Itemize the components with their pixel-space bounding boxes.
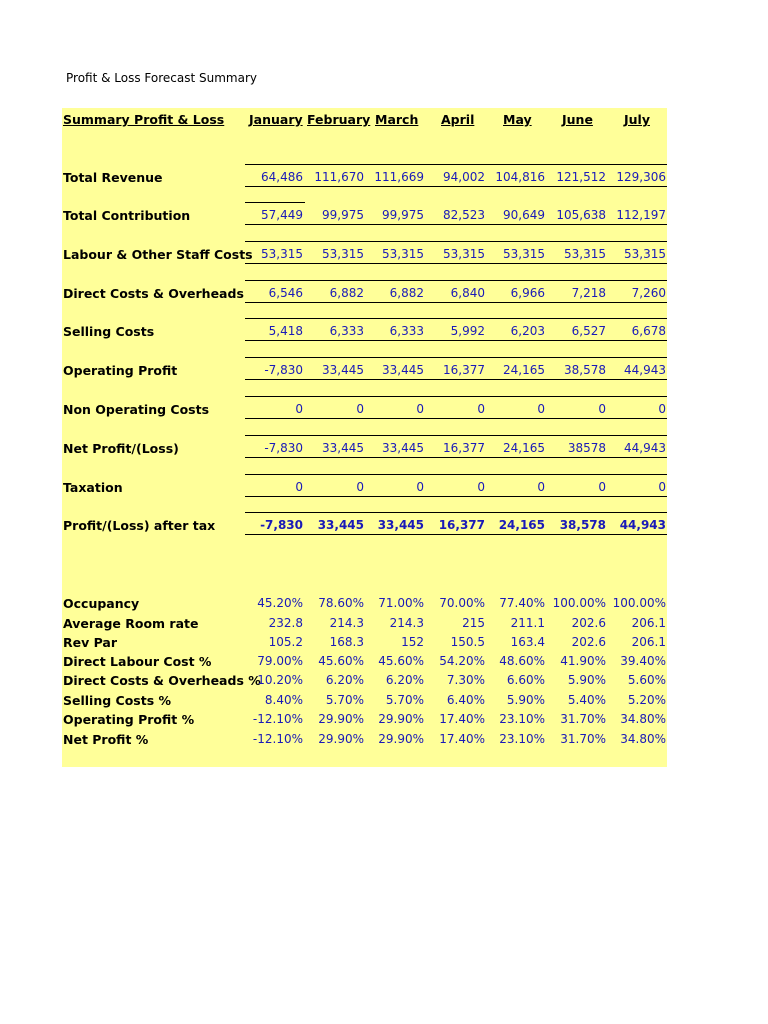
cell-value: 0 [598, 402, 606, 416]
cell-value: 6,527 [571, 324, 606, 338]
cell-value: 6,546 [268, 286, 303, 300]
row-underline [245, 340, 667, 341]
cell-value: 44,943 [624, 363, 666, 377]
cell-value: -7,830 [264, 363, 303, 377]
cell-value: 0 [295, 402, 303, 416]
cell-value: 33,445 [322, 441, 364, 455]
stat-value: 34.80% [620, 732, 666, 746]
stat-value: 17.40% [439, 712, 485, 726]
page-title: Profit & Loss Forecast Summary [66, 71, 258, 85]
cell-value: 53,315 [322, 247, 364, 261]
row-underline [245, 302, 667, 303]
stat-value: 100.00% [552, 596, 606, 610]
stat-value: 23.10% [499, 712, 545, 726]
stat-value: 17.40% [439, 732, 485, 746]
cell-value: 0 [477, 480, 485, 494]
stat-value: 23.10% [499, 732, 545, 746]
month-header-may: May [503, 112, 532, 127]
cell-value: 33,445 [382, 363, 424, 377]
cell-value: 0 [598, 480, 606, 494]
month-header-april: April [441, 112, 475, 127]
cell-value: 129,306 [616, 170, 666, 184]
cell-value: 33,445 [322, 363, 364, 377]
row-label: Non Operating Costs [63, 402, 210, 417]
row-separator [245, 241, 667, 242]
summary-header-label: Summary Profit & Loss [63, 112, 225, 127]
cell-value: 6,840 [450, 286, 485, 300]
cell-value: 53,315 [261, 247, 303, 261]
cell-value: 64,486 [261, 170, 303, 184]
stat-value: 29.90% [318, 712, 364, 726]
stat-value: 214.3 [389, 616, 424, 630]
cell-value: 94,002 [443, 170, 485, 184]
stat-value: 34.80% [620, 712, 666, 726]
stat-label: Average Room rate [63, 616, 199, 631]
cell-value: 99,975 [382, 208, 424, 222]
stat-value: 31.70% [560, 732, 606, 746]
stat-value: 202.6 [571, 616, 606, 630]
stat-value: 150.5 [450, 635, 485, 649]
stat-value: 6.60% [506, 673, 545, 687]
cell-value: 111,669 [374, 170, 424, 184]
cell-value: 33,445 [377, 518, 424, 532]
cell-value: 5,992 [450, 324, 485, 338]
stat-value: 45.60% [318, 654, 364, 668]
row-separator [245, 474, 667, 475]
stat-value: 29.90% [378, 732, 424, 746]
cell-value: 104,816 [495, 170, 545, 184]
stat-value: 5.90% [567, 673, 606, 687]
cell-value: 24,165 [498, 518, 545, 532]
row-label: Labour & Other Staff Costs [63, 247, 253, 262]
row-label: Total Contribution [63, 208, 191, 223]
stat-value: 78.60% [318, 596, 364, 610]
cell-value: 0 [537, 480, 545, 494]
cell-value: 0 [416, 402, 424, 416]
cell-value: 38,578 [559, 518, 606, 532]
row-underline [245, 534, 667, 535]
stat-value: 206.1 [631, 635, 666, 649]
cell-value: 0 [356, 402, 364, 416]
stat-value: 41.90% [560, 654, 606, 668]
stat-value: 29.90% [318, 732, 364, 746]
cell-value: 121,512 [556, 170, 606, 184]
cell-value: 112,197 [616, 208, 666, 222]
row-separator [245, 512, 667, 513]
row-separator [245, 396, 667, 397]
row-separator [245, 280, 667, 281]
cell-value: 53,315 [624, 247, 666, 261]
month-header-march: March [375, 112, 419, 127]
cell-value: 0 [537, 402, 545, 416]
row-label: Total Revenue [63, 170, 163, 185]
row-label: Operating Profit [63, 363, 178, 378]
cell-value: 6,966 [510, 286, 545, 300]
cell-value: 90,649 [503, 208, 545, 222]
stat-value: 5.70% [385, 693, 424, 707]
stat-label: Operating Profit % [63, 712, 195, 727]
stat-value: 6.20% [385, 673, 424, 687]
cell-value: 0 [416, 480, 424, 494]
cell-value: 6,882 [389, 286, 424, 300]
cell-value: 57,449 [261, 208, 303, 222]
stat-value: 215 [462, 616, 485, 630]
stat-value: 7.30% [446, 673, 485, 687]
cell-value: 7,260 [631, 286, 666, 300]
cell-value: 111,670 [314, 170, 364, 184]
cell-value: 44,943 [619, 518, 666, 532]
month-header-july: July [624, 112, 650, 127]
row-underline [245, 224, 667, 225]
cell-value: 0 [477, 402, 485, 416]
row-underline [245, 418, 667, 419]
stat-value: 10.20% [257, 673, 303, 687]
row-label: Selling Costs [63, 324, 155, 339]
cell-value: 53,315 [503, 247, 545, 261]
stat-value: 211.1 [510, 616, 545, 630]
stat-value: 8.40% [264, 693, 303, 707]
stat-label: Selling Costs % [63, 693, 172, 708]
cell-value: 6,333 [329, 324, 364, 338]
stat-value: 5.90% [506, 693, 545, 707]
month-header-june: June [562, 112, 593, 127]
stat-value: -12.10% [252, 712, 303, 726]
stat-value: 39.40% [620, 654, 666, 668]
cell-value: 6,678 [631, 324, 666, 338]
stat-value: 70.00% [439, 596, 485, 610]
stat-value: 168.3 [329, 635, 364, 649]
stat-value: 5.40% [567, 693, 606, 707]
stat-value: 5.20% [627, 693, 666, 707]
row-separator [245, 164, 667, 165]
stat-value: 214.3 [329, 616, 364, 630]
stat-value: 5.60% [627, 673, 666, 687]
stat-value: 206.1 [631, 616, 666, 630]
stat-label: Net Profit % [63, 732, 149, 747]
stat-label: Direct Costs & Overheads % [63, 673, 261, 688]
stat-value: 29.90% [378, 712, 424, 726]
stat-value: 79.00% [257, 654, 303, 668]
row-underline [245, 496, 667, 497]
row-label: Profit/(Loss) after tax [63, 518, 216, 533]
cell-value: 105,638 [556, 208, 606, 222]
stat-value: 54.20% [439, 654, 485, 668]
cell-value: 7,218 [571, 286, 606, 300]
stat-value: 77.40% [499, 596, 545, 610]
cell-value: 82,523 [443, 208, 485, 222]
cell-value: 99,975 [322, 208, 364, 222]
month-header-february: February [307, 112, 371, 127]
stat-value: 232.8 [268, 616, 303, 630]
row-separator [245, 318, 667, 319]
stat-value: 105.2 [268, 635, 303, 649]
cell-value: 6,333 [389, 324, 424, 338]
cell-value: 16,377 [443, 441, 485, 455]
month-header-january: January [249, 112, 303, 127]
row-underline [245, 263, 667, 264]
cell-value: 24,165 [503, 363, 545, 377]
row-separator [245, 357, 667, 358]
row-underline [245, 186, 667, 187]
cell-value: 6,882 [329, 286, 364, 300]
stat-value: 6.40% [446, 693, 485, 707]
row-underline [245, 379, 667, 380]
cell-value: 53,315 [564, 247, 606, 261]
cell-value: 38,578 [564, 363, 606, 377]
stat-value: 5.70% [325, 693, 364, 707]
cell-value: 53,315 [443, 247, 485, 261]
cell-value: 0 [356, 480, 364, 494]
stat-value: 71.00% [378, 596, 424, 610]
stat-value: 45.20% [257, 596, 303, 610]
cell-value: 6,203 [510, 324, 545, 338]
stat-value: 202.6 [571, 635, 606, 649]
stat-value: 163.4 [510, 635, 545, 649]
stat-value: 152 [401, 635, 424, 649]
stat-label: Direct Labour Cost % [63, 654, 212, 669]
stat-value: 48.60% [499, 654, 545, 668]
cell-value: 5,418 [268, 324, 303, 338]
cell-value: 16,377 [443, 363, 485, 377]
stat-value: 45.60% [378, 654, 424, 668]
cell-value: 33,445 [317, 518, 364, 532]
stat-label: Rev Par [63, 635, 118, 650]
cell-value: 0 [295, 480, 303, 494]
cell-value: 53,315 [382, 247, 424, 261]
cell-value: 38578 [567, 441, 606, 455]
row-separator [245, 202, 305, 203]
row-label: Direct Costs & Overheads [63, 286, 244, 301]
cell-value: 24,165 [503, 441, 545, 455]
cell-value: 0 [658, 402, 666, 416]
stat-value: 31.70% [560, 712, 606, 726]
stat-value: -12.10% [252, 732, 303, 746]
stat-label: Occupancy [63, 596, 140, 611]
stat-value: 6.20% [325, 673, 364, 687]
cell-value: 0 [658, 480, 666, 494]
cell-value: 16,377 [438, 518, 485, 532]
row-label: Taxation [63, 480, 123, 495]
row-underline [245, 457, 667, 458]
stat-value: 100.00% [612, 596, 666, 610]
cell-value: 44,943 [624, 441, 666, 455]
row-label: Net Profit/(Loss) [63, 441, 179, 456]
row-separator [245, 435, 667, 436]
cell-value: 33,445 [382, 441, 424, 455]
cell-value: -7,830 [264, 441, 303, 455]
cell-value: -7,830 [260, 518, 303, 532]
